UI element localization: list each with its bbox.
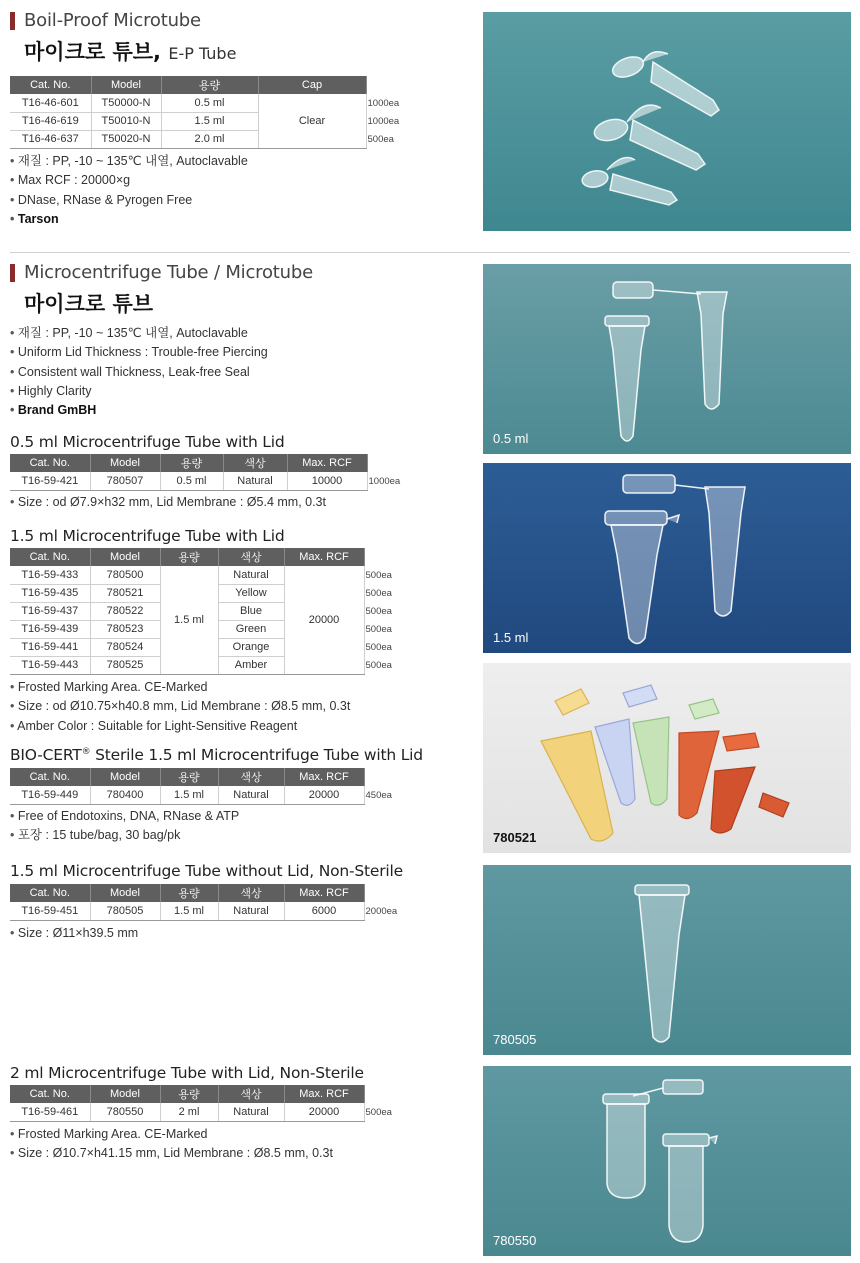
cat-no: T16-59-435 [10, 584, 90, 602]
model: T50000-N [91, 94, 161, 112]
color: Yellow [218, 584, 284, 602]
color: Natural [218, 566, 284, 584]
color: Blue [218, 602, 284, 620]
color: Orange [218, 638, 284, 656]
volume: 2 ml [160, 1103, 218, 1121]
cat-no: T16-59-449 [10, 786, 90, 804]
photo-ep-tubes [483, 12, 851, 231]
photo-caption: 780521 [493, 830, 537, 845]
photo-780521 [483, 663, 851, 853]
pack-unit: 500ea [364, 566, 404, 584]
col-volume: 용량 [160, 884, 218, 902]
pack-unit: 500ea [364, 602, 404, 620]
table-row [10, 786, 404, 804]
cat-no: T16-59-451 [10, 902, 90, 920]
col-cat: Cat. No. [10, 768, 90, 786]
col-cat: Cat. No. [10, 76, 91, 94]
list-item: • Size : Ø11×h39.5 mm [10, 924, 138, 943]
cat-no: T16-59-441 [10, 638, 90, 656]
col-color: 색상 [218, 884, 284, 902]
volume: 0.5 ml [160, 472, 223, 490]
list-item: • Size : od Ø10.75×h40.8 mm, Lid Membrane : Ø8.5 mm, 0.3t [10, 697, 350, 716]
section-marker [10, 12, 15, 30]
photo-780550 [483, 1066, 851, 1256]
list-item: • Frosted Marking Area. CE-Marked [10, 1125, 333, 1144]
max-rcf: 6000 [284, 902, 364, 920]
col-color: 색상 [218, 768, 284, 786]
boil-proof-specs [10, 152, 248, 229]
biocert-title-rest: Sterile 1.5 ml Microcentrifuge Tube with Lid [90, 746, 423, 764]
section-title-kr [24, 36, 236, 66]
photo-caption: 0.5 ml [493, 431, 529, 446]
list-item: • 재질 : PP, -10 ~ 135℃ 내열, Autoclavable [10, 152, 248, 171]
biocert-brand: BIO-CERT [10, 746, 82, 764]
pack-unit: 500ea [364, 1103, 404, 1121]
biocert-table [10, 768, 404, 805]
model: 780500 [90, 566, 160, 584]
model: 780525 [90, 656, 160, 674]
list-item: • Uniform Lid Thickness : Trouble-free Piercing [10, 343, 268, 362]
photo-780505 [483, 865, 851, 1055]
volume: 2.0 ml [161, 130, 258, 148]
cat-no: T16-46-637 [10, 130, 91, 148]
photo-caption: 780505 [493, 1032, 537, 1047]
col-rcf: Max. RCF [284, 884, 364, 902]
col-cat: Cat. No. [10, 1085, 90, 1103]
col-color: 색상 [218, 1085, 284, 1103]
section-divider [10, 252, 850, 253]
col-model: Model [90, 768, 160, 786]
col-color: 색상 [223, 454, 287, 472]
ep-tubes-illustration [483, 12, 851, 231]
t2-specs [10, 1125, 333, 1164]
volume: 1.5 ml [160, 566, 218, 674]
model: 780524 [90, 638, 160, 656]
col-volume: 용량 [160, 548, 218, 566]
list-item: • Highly Clarity [10, 382, 268, 401]
pack-unit: 500ea [364, 656, 404, 674]
model: 780550 [90, 1103, 160, 1121]
volume: 1.5 ml [160, 902, 218, 920]
col-color: 색상 [218, 548, 284, 566]
pack-unit: 450ea [364, 786, 404, 804]
subsection-title [10, 746, 423, 764]
col-rcf: Max. RCF [284, 1085, 364, 1103]
color: Amber [218, 656, 284, 674]
brand-name: • Tarson [10, 210, 248, 229]
brand-name: • Brand GmBH [10, 401, 268, 420]
tube-1-5ml-illustration [483, 463, 851, 653]
col-model: Model [90, 548, 160, 566]
col-rcf: Max. RCF [284, 548, 364, 566]
volume: 0.5 ml [161, 94, 258, 112]
col-model: Model [90, 1085, 160, 1103]
table-row [10, 566, 404, 584]
col-cat: Cat. No. [10, 454, 90, 472]
model: 780523 [90, 620, 160, 638]
max-rcf: 20000 [284, 1103, 364, 1121]
list-item: • 포장 : 15 tube/bag, 30 bag/pk [10, 826, 239, 845]
section-title-en: Microcentrifuge Tube / Microtube [24, 262, 313, 283]
col-cat: Cat. No. [10, 884, 90, 902]
max-rcf: 10000 [287, 472, 367, 490]
cat-no: T16-59-461 [10, 1103, 90, 1121]
color: Natural [223, 472, 287, 490]
list-item: • Amber Color : Suitable for Light-Sensitive Reagent [10, 717, 350, 736]
model: T50010-N [91, 112, 161, 130]
subsection-title: 1.5 ml Microcentrifuge Tube with Lid [10, 527, 285, 545]
color: Natural [218, 902, 284, 920]
model: 780507 [90, 472, 160, 490]
cat-no: T16-59-437 [10, 602, 90, 620]
nolid-table [10, 884, 404, 921]
cat-no: T16-59-443 [10, 656, 90, 674]
subsection-title: 0.5 ml Microcentrifuge Tube with Lid [10, 433, 285, 451]
subsection-title: 1.5 ml Microcentrifuge Tube without Lid, Non-Sterile [10, 862, 403, 880]
section-title-kr: 마이크로 튜브 [24, 292, 154, 316]
section-title-en: Boil-Proof Microtube [24, 10, 201, 31]
cap: Clear [258, 94, 366, 148]
pack-unit: 1000ea [367, 472, 407, 490]
col-cat: Cat. No. [10, 548, 90, 566]
pack-unit: 500ea [364, 638, 404, 656]
nolid-specs [10, 924, 138, 943]
subsection-title: 2 ml Microcentrifuge Tube with Lid, Non-Sterile [10, 1064, 364, 1082]
pack-unit: 1000ea [366, 94, 402, 112]
col-model: Model [90, 884, 160, 902]
photo-1-5ml [483, 463, 851, 653]
photo-caption: 1.5 ml [493, 630, 529, 645]
photo-caption: 780550 [493, 1233, 537, 1248]
list-item: • 재질 : PP, -10 ~ 135℃ 내열, Autoclavable [10, 324, 268, 343]
table-row [10, 1103, 404, 1121]
col-model: Model [90, 454, 160, 472]
boil-proof-table [10, 76, 402, 149]
volume: 1.5 ml [161, 112, 258, 130]
color: Green [218, 620, 284, 638]
cat-no: T16-46-601 [10, 94, 91, 112]
t2-table [10, 1085, 404, 1122]
registered-mark: ® [81, 746, 91, 757]
pack-unit: 2000ea [364, 902, 404, 920]
pack-unit: 500ea [366, 130, 402, 148]
colored-tubes-illustration [483, 663, 851, 853]
model: 780522 [90, 602, 160, 620]
microcentrifuge-specs [10, 324, 268, 420]
model: 780505 [90, 902, 160, 920]
t05-table [10, 454, 407, 491]
color: Natural [218, 1103, 284, 1121]
tube-0-5ml-illustration [483, 264, 851, 454]
section-title-sub: E-P Tube [168, 44, 237, 63]
volume: 1.5 ml [160, 786, 218, 804]
pack-unit: 1000ea [366, 112, 402, 130]
col-cap: Cap [258, 76, 366, 94]
t05-specs [10, 493, 326, 512]
table-row [10, 472, 407, 490]
tube-nolid-illustration [483, 865, 851, 1055]
col-volume: 용량 [160, 1085, 218, 1103]
model: T50020-N [91, 130, 161, 148]
max-rcf: 20000 [284, 786, 364, 804]
list-item: • Frosted Marking Area. CE-Marked [10, 678, 350, 697]
pack-unit: 500ea [364, 584, 404, 602]
col-model: Model [91, 76, 161, 94]
col-rcf: Max. RCF [287, 454, 367, 472]
table-row [10, 94, 402, 112]
section-title-kr-text: 마이크로 튜브, [24, 40, 162, 64]
cat-no: T16-59-421 [10, 472, 90, 490]
photo-0-5ml [483, 264, 851, 454]
tube-2ml-illustration [483, 1066, 851, 1256]
col-volume: 용량 [161, 76, 258, 94]
table-row [10, 902, 404, 920]
model: 780521 [90, 584, 160, 602]
cat-no: T16-59-433 [10, 566, 90, 584]
list-item: • Consistent wall Thickness, Leak-free Seal [10, 363, 268, 382]
model: 780400 [90, 786, 160, 804]
cat-no: T16-46-619 [10, 112, 91, 130]
biocert-specs [10, 807, 239, 846]
list-item: • DNase, RNase & Pyrogen Free [10, 191, 248, 210]
list-item: • Size : od Ø7.9×h32 mm, Lid Membrane : Ø5.4 mm, 0.3t [10, 493, 326, 512]
col-volume: 용량 [160, 454, 223, 472]
pack-unit: 500ea [364, 620, 404, 638]
col-volume: 용량 [160, 768, 218, 786]
list-item: • Size : Ø10.7×h41.15 mm, Lid Membrane : Ø8.5 mm, 0.3t [10, 1144, 333, 1163]
t15-table [10, 548, 404, 675]
col-rcf: Max. RCF [284, 768, 364, 786]
cat-no: T16-59-439 [10, 620, 90, 638]
t15-specs [10, 678, 350, 736]
section-marker [10, 264, 15, 282]
max-rcf: 20000 [284, 566, 364, 674]
list-item: • Max RCF : 20000×g [10, 171, 248, 190]
list-item: • Free of Endotoxins, DNA, RNase & ATP [10, 807, 239, 826]
color: Natural [218, 786, 284, 804]
